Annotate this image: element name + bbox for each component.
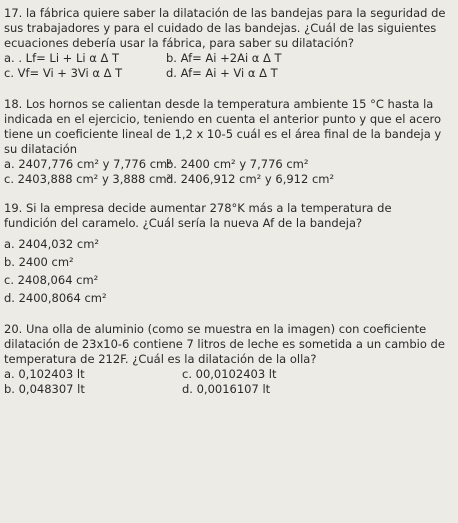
question-18-option-b: b. 2400 cm² y 7,776 cm²	[166, 157, 309, 171]
question-20-option-d: d. 0,0016107 lt	[182, 382, 271, 396]
question-17-stem: 17. la fábrica quiere saber la dilatación de las bandejas para la seguridad de sus trabajadores y para el cuidado de las bandejas. ¿Cuál de las siguientes ecuaciones debería usar la fábrica, para saber su dilatación?	[4, 6, 446, 50]
question-17	[4, 6, 446, 81]
question-17-option-b: b. Af= Ai +2Ai α Δ T	[166, 51, 282, 65]
question-18-options	[4, 157, 446, 187]
question-19	[4, 201, 446, 306]
question-19-option-c: c. 2408,064 cm²	[4, 273, 99, 287]
question-18	[4, 97, 446, 187]
question-19-option-b: b. 2400 cm²	[4, 255, 74, 269]
question-18-option-d: d. 2406,912 cm² y 6,912 cm²	[166, 172, 335, 186]
question-19-option-d: d. 2400,8064 cm²	[4, 291, 107, 305]
question-18-stem: 18. Los hornos se calientan desde la temperatura ambiente 15 °C hasta la indicada en el ejercicio, teniendo en cuenta el anterior punto y que el acero tiene un coeficiente lineal de 1,2 x 10-5 cuál es el área final de la bandeja y su dilatación	[4, 97, 442, 156]
question-18-option-a: a. 2407,776 cm² y 7,776 cm²	[4, 157, 172, 171]
question-18-option-c: c. 2403,888 cm² y 3,888 cm²	[4, 172, 172, 186]
question-20-options	[4, 367, 446, 397]
question-17-option-d: d. Af= Ai + Vi α Δ T	[166, 66, 278, 80]
question-19-options	[4, 237, 446, 306]
question-20-option-c: c. 00,0102403 lt	[182, 367, 277, 381]
question-17-options	[4, 51, 446, 81]
question-20	[4, 322, 446, 397]
question-17-option-a: a. . Lf= Li + Li α Δ T	[4, 51, 120, 65]
question-17-option-c: c. Vf= Vi + 3Vi α Δ T	[4, 66, 123, 80]
question-20-option-a: a. 0,102403 lt	[4, 367, 85, 381]
question-20-option-b: b. 0,048307 lt	[4, 382, 85, 396]
question-19-option-a: a. 2404,032 cm²	[4, 237, 100, 251]
question-19-stem: 19. Si la empresa decide aumentar 278°K más a la temperatura de fundición del caramelo. ¿Cuál sería la nueva Af de la bandeja?	[4, 201, 392, 230]
question-20-stem: 20. Una olla de aluminio (como se muestra en la imagen) con coeficiente dilatación de 23x10-6 contiene 7 litros de leche es sometida a un cambio de temperatura de 212F. ¿Cuál es la dilatación de la olla?	[4, 322, 445, 366]
